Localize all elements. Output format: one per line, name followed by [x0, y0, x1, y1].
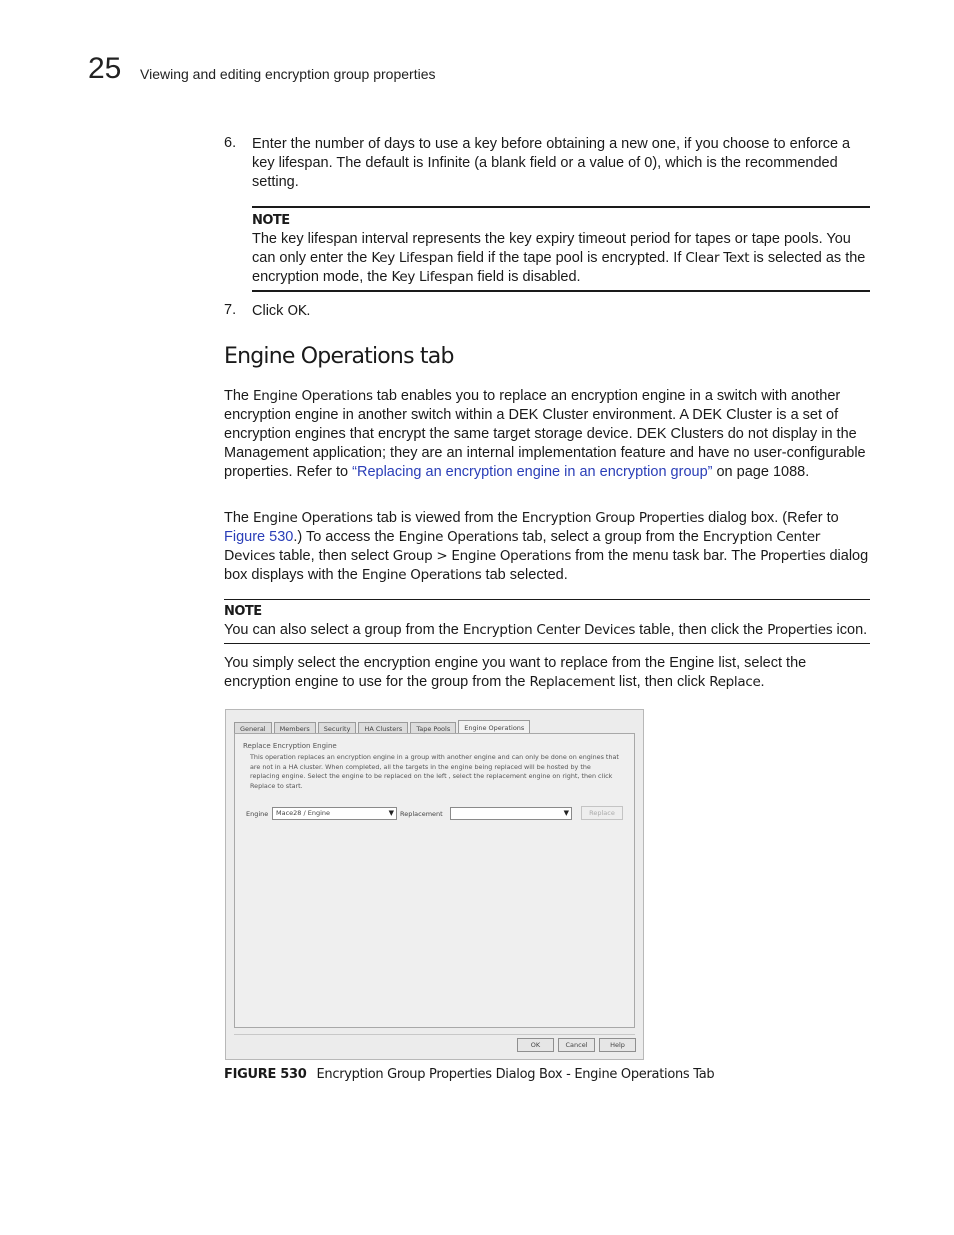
replacement-label: Replacement: [400, 810, 443, 818]
tab-engine-operations[interactable]: Engine Operations: [458, 720, 530, 735]
engine-select[interactable]: Mace28 / Engine ▼: [272, 807, 397, 820]
engine-label: Engine: [246, 810, 269, 818]
figure-caption: [224, 1067, 714, 1082]
chevron-down-icon: ▼: [388, 809, 394, 817]
chevron-down-icon: ▼: [563, 809, 569, 817]
group-title: Replace Encryption Engine: [243, 742, 337, 750]
step-6-text: Enter the number of days to use a key before obtaining a new one, if you choose to enforce a key lifespan. The default is Infinite (a blank field or a value of 0), which is the recommended setting.: [252, 136, 851, 190]
step-7-number: 7.: [224, 302, 237, 318]
dialog-separator: [234, 1034, 635, 1035]
paragraph-intro: The Engine Operations tab enables you to replace an encryption engine in a switch with another encryption engine in another switch within a DEK Cluster environment. A DEK Cluster is a set of encryption engines that encrypt the same target storage device. DEK Clusters do not display in the Management application; they are an internal implementation feature and have no user-configurable properties. Refer to “Replacing an encryption engine in an encryption group” on page 1088.: [224, 388, 866, 480]
ok-button[interactable]: OK: [517, 1038, 554, 1052]
tab-ha-clusters[interactable]: HA Clusters: [358, 722, 408, 735]
group-description: This operation replaces an encryption engine in a group with another engine and can only be done on engines that are not in a HA cluster. When completed, all the targets in the engine being replaced will be hosted by the replacing engine. Select the engine to be replaced on the left , select the replacement engine on right, then click Replace to start.: [250, 753, 619, 790]
help-button[interactable]: Help: [599, 1038, 636, 1052]
engine-operations-panel: [234, 733, 635, 1028]
cancel-button[interactable]: Cancel: [558, 1038, 595, 1052]
tab-general[interactable]: General: [234, 722, 272, 735]
replace-button[interactable]: Replace: [581, 806, 623, 820]
paragraph-replace: You simply select the encryption engine you want to replace from the Engine list, select the encryption engine to use for the group from the Replacement list, then click Replace.: [224, 655, 807, 690]
cross-reference-link[interactable]: “Replacing an encryption engine in an encryption group”: [352, 464, 713, 480]
section-title: Engine Operations tab: [224, 344, 454, 369]
encryption-group-properties-dialog: [225, 709, 644, 1060]
dialog-tab-bar: [234, 720, 532, 734]
tab-security[interactable]: Security: [318, 722, 357, 735]
figure-number: FIGURE 530: [224, 1067, 307, 1082]
note-box-2: NOTE You can also select a group from the Encryption Center Devices table, then click the Properties icon.: [224, 599, 870, 644]
replacement-select[interactable]: [450, 807, 572, 820]
paragraph-access: The Engine Operations tab is viewed from the Encryption Group Properties dialog box. (Refer to Figure 530.) To access the Engine Operations tab, select a group from the Encryption Center Devices table, then select Group > Engine Operations from the menu task bar. The Properties dialog box displays with the Engine Operations tab selected.: [224, 510, 869, 583]
tab-members[interactable]: Members: [274, 722, 316, 735]
step-6-number: 6.: [224, 135, 237, 151]
note-box-1: NOTE The key lifespan interval represents the key expiry timeout period for tapes or tape pools. You can only enter the Key Lifespan field if the tape pool is encrypted. If Clear Text is selected as the encryption mode, the Key Lifespan field is disabled.: [252, 206, 870, 292]
step-7-text: Click OK.: [252, 303, 311, 319]
figure-caption-text: Encryption Group Properties Dialog Box - Engine Operations Tab: [316, 1067, 715, 1082]
note-label: NOTE: [252, 213, 290, 228]
chapter-number: 25: [88, 52, 122, 85]
note-label: NOTE: [224, 604, 262, 619]
tab-tape-pools[interactable]: Tape Pools: [410, 722, 456, 735]
running-header: Viewing and editing encryption group properties: [140, 66, 436, 82]
figure-link[interactable]: Figure 530: [224, 529, 294, 545]
